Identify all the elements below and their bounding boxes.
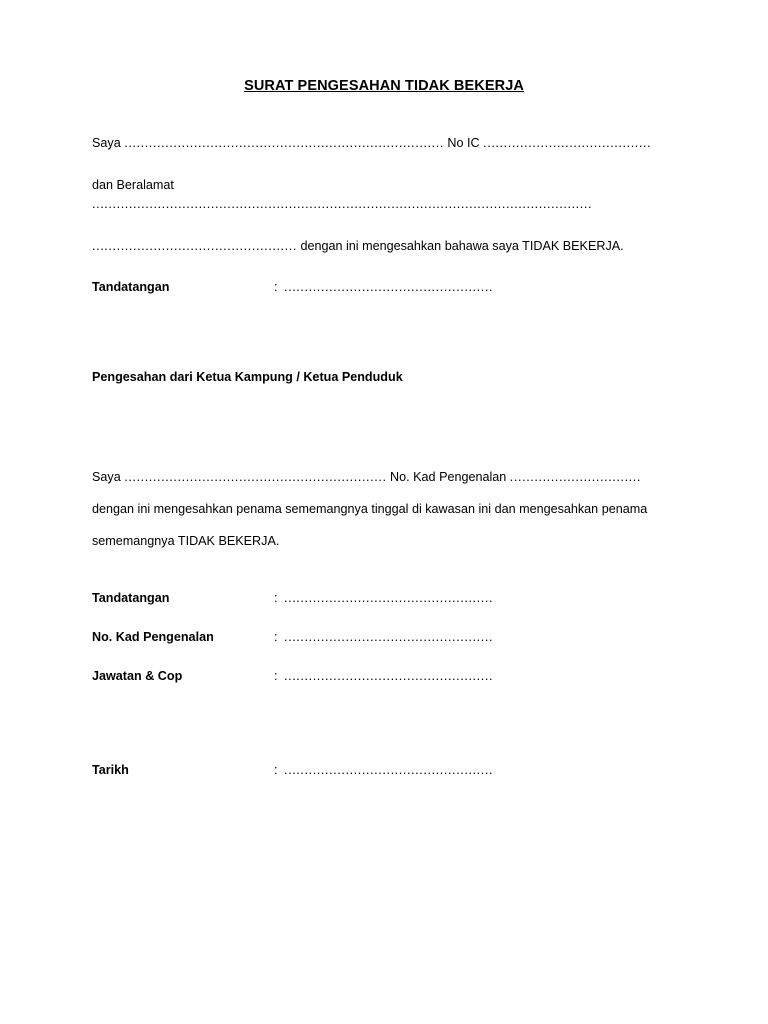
spacer: [92, 706, 676, 762]
field-colon: :: [274, 280, 278, 294]
section-heading-ketua-kampung: Pengesahan dari Ketua Kampung / Ketua Penduduk: [92, 369, 403, 384]
field-no-kad-pengenalan-ketua: [92, 629, 676, 647]
paragraph-pengesahan-line2: dengan ini mengesahkan penama sememangnya tinggal di kawasan ini dan mengesahkan penama: [92, 501, 648, 516]
noic-blank: .........................................: [483, 136, 652, 150]
field-colon: :: [274, 668, 278, 683]
field-tarikh: [92, 762, 676, 780]
paragraph-pengesahan-diri: [92, 237, 676, 255]
field-jawatan-cop: [92, 668, 676, 686]
alamat-label: dan Beralamat: [92, 178, 174, 193]
field-blank: ...................................................: [284, 280, 494, 294]
field-blank: ...................................................: [284, 763, 494, 778]
saya-label: Saya: [92, 469, 125, 484]
field-label: Jawatan & Cop: [92, 668, 183, 683]
saya-label: Saya: [92, 136, 125, 150]
spacer: [92, 318, 676, 370]
field-blank: ...................................................: [284, 668, 494, 683]
field-colon: :: [274, 763, 278, 778]
noic-label: No IC: [443, 136, 484, 150]
field-label: Tarikh: [92, 763, 129, 778]
paragraph-alamat: [92, 176, 676, 213]
field-blank: ...................................................: [284, 591, 494, 606]
saya-blank: ................................................................: [124, 469, 387, 484]
kad-pengenalan-blank: ................................: [509, 469, 641, 484]
field-colon: :: [274, 630, 278, 644]
section-ketua-kampung: [92, 468, 676, 551]
alamat-blank: ..........................................................................................................................: [92, 196, 593, 211]
field-label: Tandatangan: [92, 591, 170, 606]
document-body: [92, 78, 676, 801]
kad-pengenalan-label: No. Kad Pengenalan: [386, 469, 510, 484]
field-label: Tandatangan: [92, 280, 170, 294]
paragraph-saya-kad-pengenalan: [92, 468, 676, 486]
paragraph-pengesahan-line3: sememangnya TIDAK BEKERJA.: [92, 534, 280, 549]
pengesahan-diri-text: dengan ini mengesahkan bahawa saya TIDAK BEKERJA.: [296, 238, 624, 253]
field-blank: ...................................................: [284, 630, 494, 644]
field-tandatangan-ketua: [92, 590, 676, 608]
spacer: [92, 408, 676, 468]
saya-blank: ..............................................................................: [124, 136, 444, 150]
spacer: [92, 564, 676, 590]
field-colon: :: [274, 591, 278, 606]
field-tandatangan-pemohon: [92, 279, 676, 297]
alamat-blank-continued: ..................................................: [92, 238, 297, 253]
field-label: No. Kad Pengenalan: [92, 630, 214, 644]
paragraph-saya-noic: [92, 134, 676, 152]
page-title: SURAT PENGESAHAN TIDAK BEKERJA: [244, 78, 524, 94]
